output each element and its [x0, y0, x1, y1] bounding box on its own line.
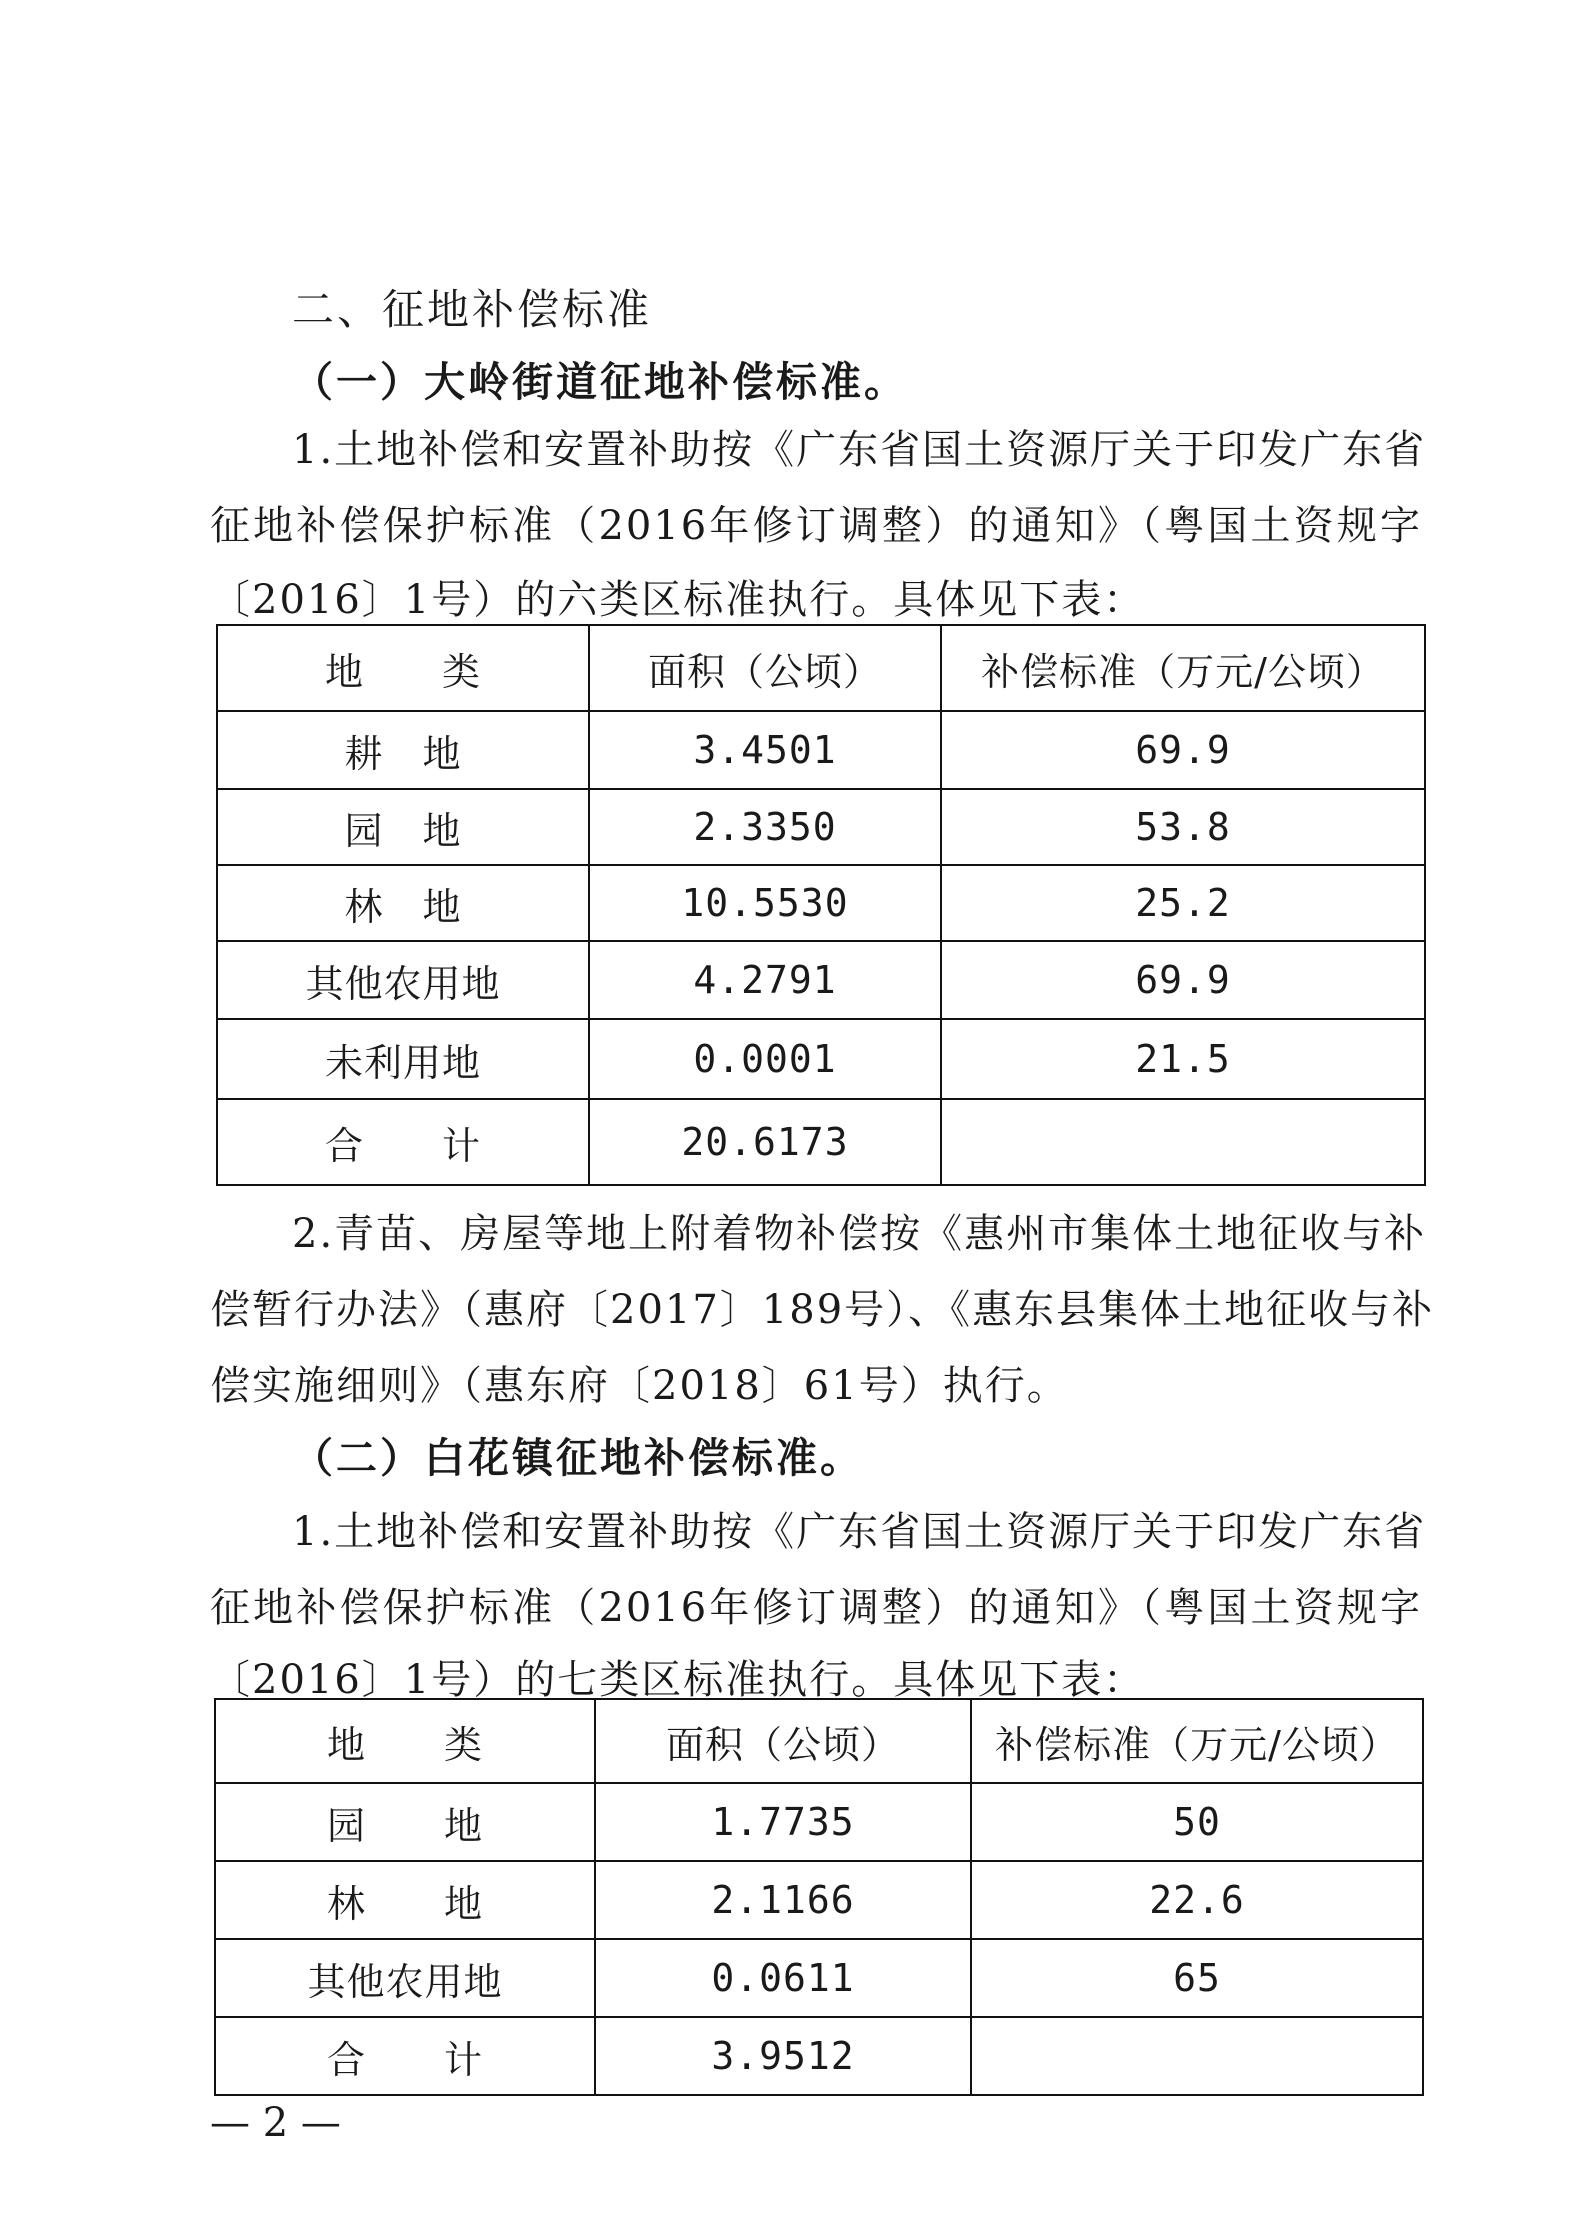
- header-standard: 补偿标准（万元/公顷）: [941, 625, 1425, 711]
- table-row: [217, 789, 1425, 865]
- part2-para1-line1: 1.土地补偿和安置补助按《广东省国土资源厅关于印发广东省: [292, 1509, 1427, 1555]
- table-row: [215, 1861, 1423, 1939]
- cell-standard: 65: [971, 1939, 1423, 2017]
- cell-land-type: 林 地: [217, 865, 589, 941]
- cell-standard: 50: [971, 1783, 1423, 1861]
- cell-land-type: 其他农用地: [215, 1939, 595, 2017]
- cell-land-type: 合 计: [217, 1099, 589, 1185]
- cell-area: 20.6173: [589, 1099, 941, 1185]
- header-area: 面积（公顷）: [589, 625, 941, 711]
- table-row: [215, 1939, 1423, 2017]
- table-row: [217, 1019, 1425, 1099]
- table-header-row: [217, 625, 1425, 711]
- cell-area: 2.3350: [589, 789, 941, 865]
- part1-para1-line2: 征地补偿保护标准（2016年修订调整）的通知》（粤国土资规字: [210, 503, 1422, 549]
- part2-para1-line2: 征地补偿保护标准（2016年修订调整）的通知》（粤国土资规字: [210, 1585, 1422, 1631]
- header-land-type: 地 类: [217, 625, 589, 711]
- part2-title: （二）白花镇征地补偿标准。: [292, 1434, 864, 1482]
- cell-land-type: 园 地: [215, 1783, 595, 1861]
- part1-table: [216, 624, 1426, 1186]
- cell-land-type: 未利用地: [217, 1019, 589, 1099]
- table-row: [217, 941, 1425, 1019]
- cell-standard: [971, 2017, 1423, 2095]
- cell-land-type: 园 地: [217, 789, 589, 865]
- cell-area: 1.7735: [595, 1783, 971, 1861]
- section-title: 二、征地补偿标准: [292, 285, 653, 334]
- part1-para2-line3: 偿实施细则》（惠东府〔2018〕61号）执行。: [210, 1363, 1069, 1409]
- part1-para1-line1: 1.土地补偿和安置补助按《广东省国土资源厅关于印发广东省: [292, 427, 1427, 473]
- cell-area: 3.9512: [595, 2017, 971, 2095]
- table-header-row: [215, 1699, 1423, 1783]
- table-total-row: [215, 2017, 1423, 2095]
- part2-para1-line3: 〔2016〕1号）的七类区标准执行。具体见下表：: [210, 1657, 1146, 1703]
- table-total-row: [217, 1099, 1425, 1185]
- cell-land-type: 林 地: [215, 1861, 595, 1939]
- header-standard: 补偿标准（万元/公顷）: [971, 1699, 1423, 1783]
- cell-area: 10.5530: [589, 865, 941, 941]
- cell-land-type: 其他农用地: [217, 941, 589, 1019]
- table-row: [215, 1783, 1423, 1861]
- cell-standard: 21.5: [941, 1019, 1425, 1099]
- part1-para1-line3: 〔2016〕1号）的六类区标准执行。具体见下表：: [210, 577, 1146, 623]
- cell-area: 3.4501: [589, 711, 941, 789]
- part2-table: [214, 1698, 1424, 2096]
- cell-area: 2.1166: [595, 1861, 971, 1939]
- table-row: [217, 865, 1425, 941]
- cell-land-type: 耕 地: [217, 711, 589, 789]
- cell-standard: 22.6: [971, 1861, 1423, 1939]
- cell-standard: 69.9: [941, 711, 1425, 789]
- part1-para2-line1: 2.青苗、房屋等地上附着物补偿按《惠州市集体土地征收与补: [292, 1211, 1427, 1257]
- part1-title: （一）大岭街道征地补偿标准。: [292, 358, 908, 406]
- cell-standard: [941, 1099, 1425, 1185]
- cell-standard: 53.8: [941, 789, 1425, 865]
- cell-area: 4.2791: [589, 941, 941, 1019]
- table-row: [217, 711, 1425, 789]
- cell-standard: 25.2: [941, 865, 1425, 941]
- header-area: 面积（公顷）: [595, 1699, 971, 1783]
- page-number: — 2 —: [210, 2100, 341, 2146]
- cell-area: 0.0001: [589, 1019, 941, 1099]
- part1-para2-line2: 偿暂行办法》（惠府〔2017〕189号）、《惠东县集体土地征收与补: [210, 1287, 1435, 1333]
- cell-standard: 69.9: [941, 941, 1425, 1019]
- header-land-type: 地 类: [215, 1699, 595, 1783]
- cell-area: 0.0611: [595, 1939, 971, 2017]
- cell-land-type: 合 计: [215, 2017, 595, 2095]
